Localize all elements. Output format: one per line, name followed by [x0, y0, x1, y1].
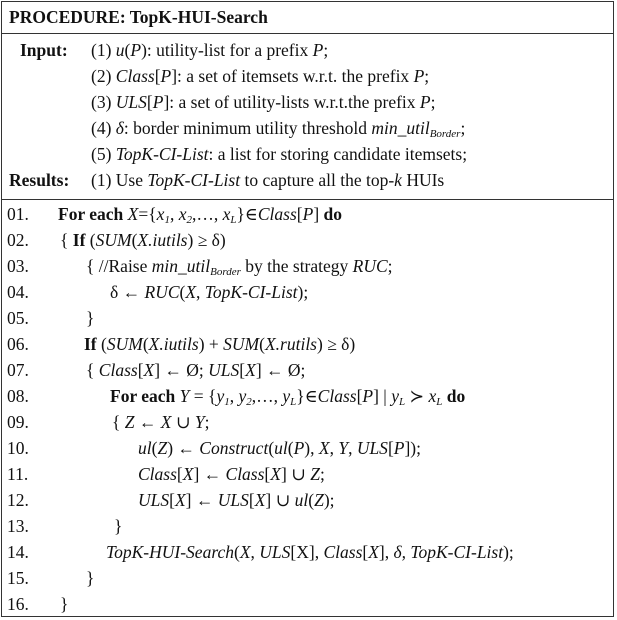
input-item-2: (2) Class[P]: a set of itemsets w.r.t. the prefix P; [91, 66, 430, 86]
line-number: 09. [7, 412, 29, 432]
code-line-02: { If (SUM(X.iutils) ≥ δ) [60, 230, 226, 250]
line-number: 11. [7, 464, 29, 484]
line-number: 03. [7, 256, 29, 276]
line-number: 12. [7, 490, 29, 510]
code-line-14: TopK-HUI-Search(X, ULS[X], Class[X], δ, TopK-CI-List); [106, 542, 514, 562]
code-line-11: Class[X] ← Class[X] ∪ Z; [138, 464, 325, 484]
title-divider [2, 33, 613, 34]
code-line-01: For each $X=\{x_1$, $x_2,\dots$, $x_L\}\in Class[P]$ do [58, 204, 342, 226]
code-line-03: { //Raise min_util$_{Border}$ by the strategy RUC; [86, 256, 393, 278]
line-number: 01. [7, 204, 29, 224]
line-number: 04. [7, 282, 29, 302]
line-number: 14. [7, 542, 29, 562]
procedure-title: PROCEDURE: TopK-HUI-Search [9, 7, 268, 27]
code-line-10: ul(Z) ← Construct(ul(P), X, Y, ULS[P]); [138, 438, 421, 458]
input-item-1: (1) u(P): utility-list for a prefix P; [91, 40, 329, 60]
input-item-4: (4) δ: border minimum utility threshold min_util$_{Border}$; [91, 118, 466, 140]
input-item-3: (3) ULS[P]: a set of utility-lists w.r.t.the prefix P; [91, 92, 436, 112]
input-label: Input: [20, 40, 68, 60]
code-line-09: { Z ← X ∪ Y; [112, 412, 210, 432]
line-number: 13. [7, 516, 29, 536]
input-item-5: (5) TopK-CI-List: a list for storing candidate itemsets; [91, 144, 468, 164]
line-number: 07. [7, 360, 29, 380]
code-line-16: } [60, 594, 69, 614]
code-line-04: δ ← RUC(X, TopK-CI-List); [110, 282, 309, 302]
line-number: 08. [7, 386, 29, 406]
results-item-1: (1) Use TopK-CI-List to capture all the top-k HUIs [91, 170, 445, 190]
code-line-08: For each $Y = \{y_1$, $y_2,\dots$, $y_L\}\in Class[P]$ | $y_L$ ≻ $x_L$ do [110, 386, 466, 408]
line-number: 05. [7, 308, 29, 328]
line-number: 02. [7, 230, 29, 250]
code-line-05: } [86, 308, 95, 328]
code-line-15: } [86, 568, 95, 588]
code-line-13: } [114, 516, 123, 536]
line-number: 16. [7, 594, 29, 614]
line-number: 10. [7, 438, 29, 458]
code-line-12: ULS[X] ← ULS[X] ∪ ul(Z); [138, 490, 335, 510]
code-line-06: If (SUM(X.iutils) + SUM(X.rutils) ≥ δ) [84, 334, 356, 354]
line-number: 06. [7, 334, 29, 354]
code-line-07: { Class[X] ← Ø; ULS[X] ← Ø; [86, 360, 306, 380]
io-divider [2, 199, 613, 200]
line-number: 15. [7, 568, 29, 588]
results-label: Results: [9, 170, 70, 190]
